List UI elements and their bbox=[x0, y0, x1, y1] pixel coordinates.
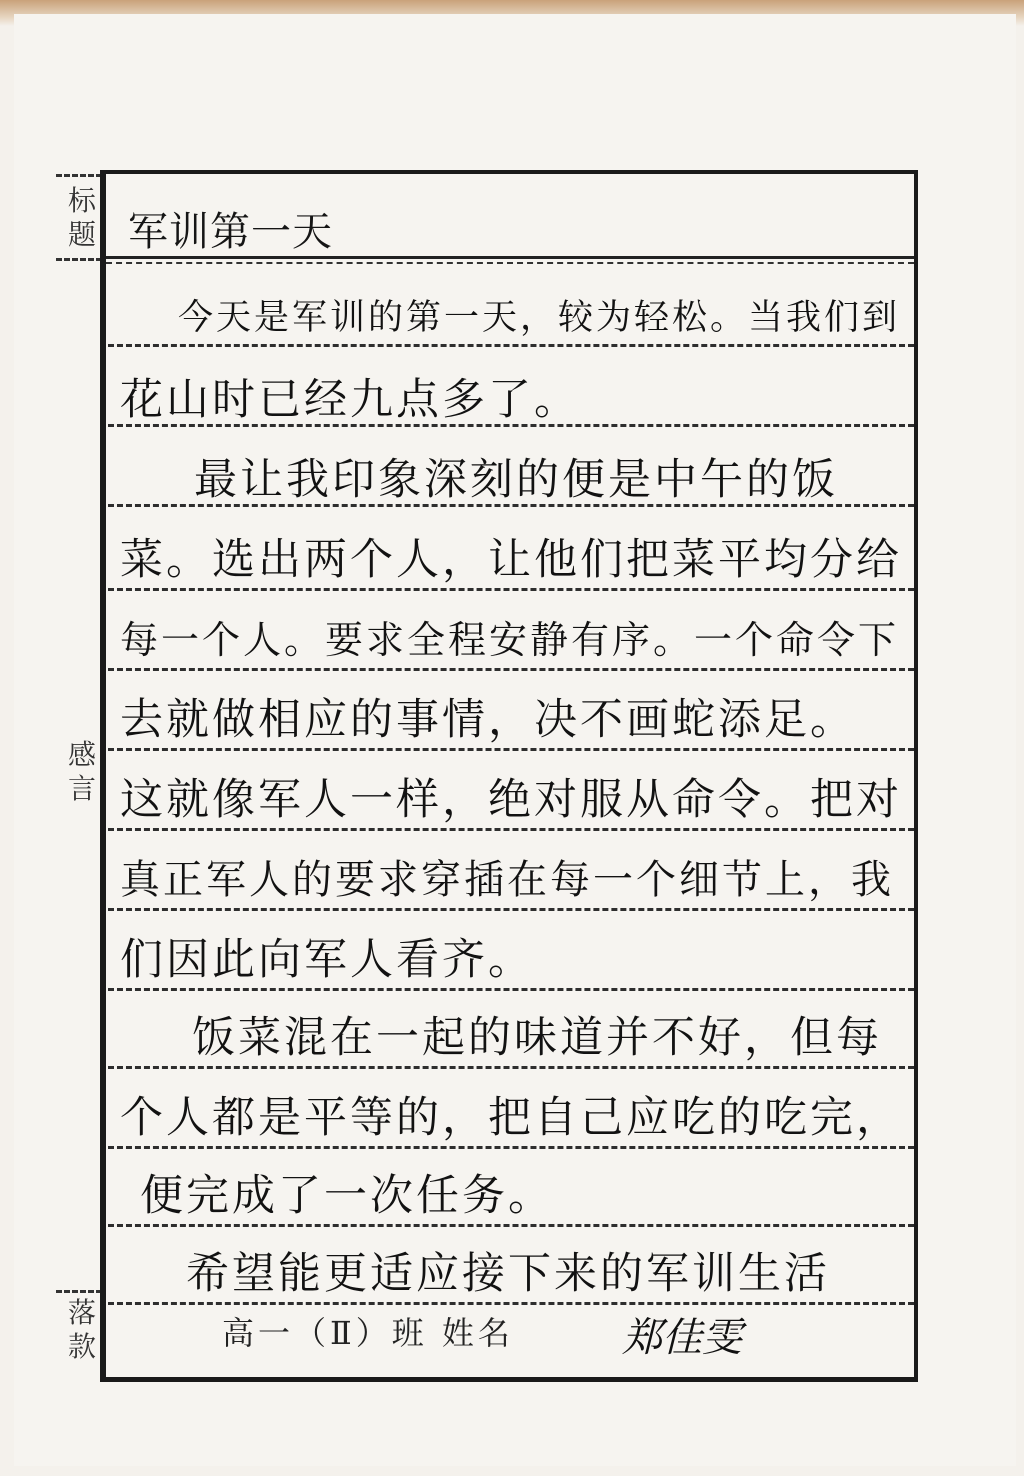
handwritten-line: 花山时已经九点多了。 bbox=[120, 375, 580, 425]
ruled-line bbox=[108, 588, 914, 591]
ruled-line bbox=[108, 344, 914, 347]
handwritten-line: 菜。选出两个人，让他们把菜平均分给 bbox=[120, 535, 902, 585]
label-divider bbox=[56, 1290, 102, 1293]
handwritten-line: 真正军人的要求穿插在每一个细节上，我 bbox=[120, 857, 894, 903]
body-label: 感 言 bbox=[67, 738, 96, 805]
handwritten-line: 每一个人。要求全程安静有序。一个命令下 bbox=[120, 618, 900, 662]
handwritten-line: 们因此向军人看齐。 bbox=[120, 935, 534, 985]
title-label: 标 题 bbox=[67, 184, 96, 251]
class-and-name-label: 高一（Ⅱ）班 姓名 bbox=[222, 1314, 514, 1352]
ruled-line bbox=[108, 1302, 914, 1305]
label-divider bbox=[56, 258, 102, 261]
handwritten-line: 去就做相应的事情，决不画蛇添足。 bbox=[120, 695, 856, 745]
label-divider bbox=[56, 174, 102, 177]
entry-title: 军训第一天 bbox=[128, 209, 333, 255]
handwritten-line: 饭菜混在一起的味道并不好，但每 bbox=[192, 1013, 882, 1063]
ruled-line bbox=[108, 1146, 914, 1149]
title-rule bbox=[106, 256, 914, 264]
student-name: 郑佳雯 bbox=[622, 1315, 742, 1361]
ruled-line bbox=[108, 748, 914, 751]
handwritten-line: 便完成了一次任务。 bbox=[140, 1171, 554, 1221]
signoff-label: 落 款 bbox=[67, 1296, 96, 1363]
ruled-line bbox=[108, 988, 914, 991]
handwritten-line: 今天是军训的第一天，较为轻松。当我们到 bbox=[178, 298, 901, 338]
handwritten-line: 最让我印象深刻的便是中午的饭 bbox=[194, 455, 838, 505]
ruled-line bbox=[108, 668, 914, 671]
handwritten-line: 希望能更适应接下来的军训生活 bbox=[186, 1249, 830, 1299]
ruled-line bbox=[108, 1224, 914, 1227]
ruled-line bbox=[108, 828, 914, 831]
handwritten-line: 个人都是平等的，把自己应吃的吃完， bbox=[120, 1093, 902, 1143]
handwritten-line: 这就像军人一样，绝对服从命令。把对 bbox=[120, 775, 902, 825]
ruled-line bbox=[108, 908, 914, 911]
ruled-line bbox=[108, 1066, 914, 1069]
